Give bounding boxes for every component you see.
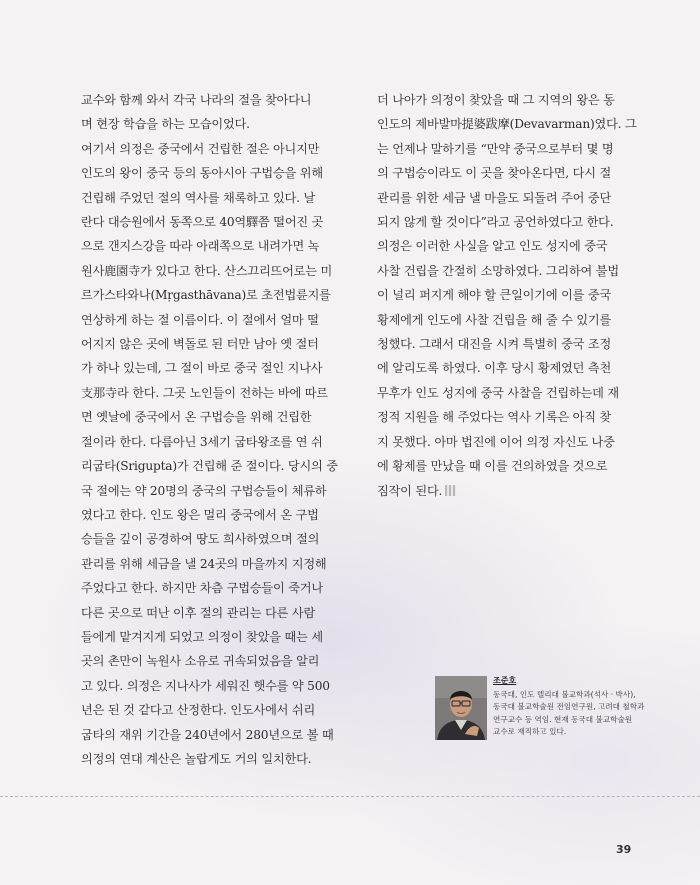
author-box: [435, 675, 675, 745]
article-paragraph: 더 나아가 의정이 찾았을 때 그 지역의 왕은 동 인도의 제바발마提婆跋摩(Devavarman)였다. 그 는 언제나 말하기를 “만약 중국으로부터 몇 명 의 구법승이라도 이 곳을 찾아온다면, 다시 절 관리를 위한 세금 낼 마을도 되돌려 주어 중단 되지 않게 할 것이다”라고 공언하였다고 한다. 의정은 이러한 사실을 알고 인도 성지에 중국 사찰 건립을 간절히 소망하였다. 그리하여 불법 이 널리 퍼지게 해야 할 큰일이기에 이를 중국 황제에게 인도에 사찰 건립을 해 줄 수 있기를 청했다. 그래서 대진을 시켜 특별히 중국 조정 에 알리도록 하였다. 이후 당시 황제였던 측천 무후가 인도 성지에 중국 사찰을 건립하는데 재 정적 지원을 해 주었다는 역사 기록은 아직 찾 지 못했다. 아마 법진에 이어 의정 자신도 나중 에 황제를 만났을 때 이를 건의하였을 것으로 짐작이 된다.: [377, 93, 637, 498]
article-paragraph-final: [377, 88, 639, 503]
author-photo: [435, 676, 487, 740]
article-right-column: [377, 88, 639, 503]
author-info: [493, 675, 675, 739]
article-paragraph: 여기서 의정은 중국에서 건립한 절은 아니지만 인도의 왕이 중국 등의 동아시아 구법승을 위해 건립해 주었던 절의 역사를 채록하고 있다. 날 란다 대승원에서 동쪽으로 40역驛쯤 떨어진 곳 으로 갠지스강을 따라 아래쪽으로 내려가면 녹 원사鹿園寺가 있다고 한다. 산스끄리뜨어로는 미 르가스타와나(Mṛgasthāvana)로 초전법륜지를 연상하게 하는 절 이름이다. 이 절에서 얼마 떨 어지지 않은 곳에 벽돌로 된 터만 남아 옛 절터 가 하나 있는데, 그 절이 바로 중국 절인 지나사 支那寺라 한다. 그곳 노인들이 전하는 바에 따르 면 옛날에 중국에서 온 구법승을 위해 건립한 절이라 한다. 다름아닌 3세기 굽타왕조를 연 쉬 리굽타(Srigupta)가 건립해 준 절이다. 당시의 중 국 절에는 약 20명의 중국의 구법승들이 체류하 였다고 한다. 인도 왕은 멀리 중국에서 온 구법 승들을 깊이 공경하여 땅도 희사하였으며 절의 관리를 위해 세금을 낼 24곳의 마을까지 지정해 주었다고 한다. 하지만 차츰 구법승들이 죽거나 다른 곳으로 떠난 이후 절의 관리는 다른 사람 들에게 맡겨지게 되었고 의정이 찾았을 때는 세 곳의 촌만이 녹원사 소유로 귀속되었음을 알리 고 있다. 의정은 지나사가 세워진 햇수를 약 500 년은 된 것 같다고 산정한다. 인도사에서 쉬리 굽타의 재위 기간을 240년에서 280년으로 볼 때 의정의 연대 계산은 놀랍게도 거의 일치한다.: [81, 141, 338, 766]
end-mark-icon: [445, 485, 456, 496]
article-left-column: [81, 88, 343, 771]
author-name: 조준호: [493, 676, 517, 685]
page-number: 39: [616, 843, 632, 856]
footer-divider: [0, 796, 700, 797]
author-bio: 동국대, 인도 델리대 불교학과(석사 · 박사), 동국대 불교학술원 전임연구원, 고려대 철학과 연구교수 등 역임. 현재 동국대 불교학술원 교수로 재직하고 있다.: [493, 689, 645, 736]
portrait-photo-icon: [435, 676, 487, 740]
article-paragraph: 교수와 함께 와서 각국 나라의 절을 찾아다니 며 현장 학습을 하는 모습이었다.: [81, 93, 312, 132]
